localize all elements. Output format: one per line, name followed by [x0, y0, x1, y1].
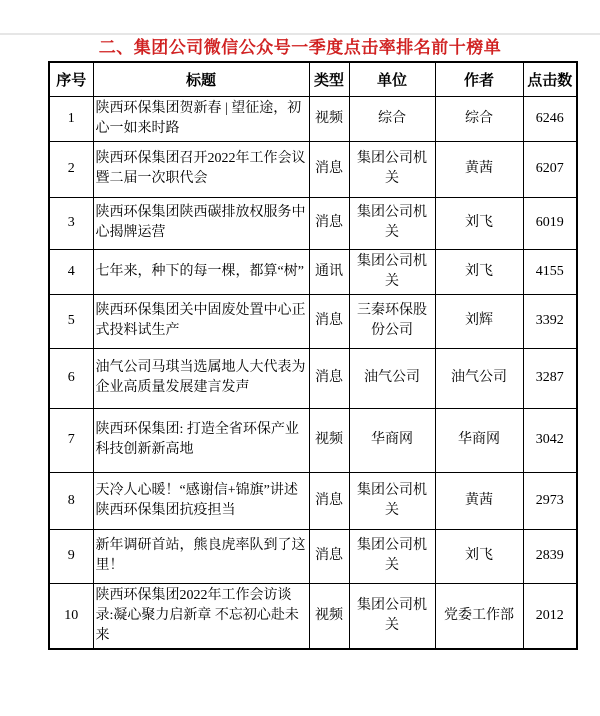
- cell-unit: 综合: [349, 96, 435, 141]
- cell-type: 视频: [309, 583, 349, 649]
- table-row: [49, 249, 577, 294]
- cell-clicks: 3287: [523, 348, 577, 408]
- cell-type: 通讯: [309, 249, 349, 294]
- table-row: [49, 197, 577, 249]
- column-header-rank: 序号: [49, 62, 93, 96]
- cell-author: 黄茜: [435, 472, 523, 529]
- column-header-type: 类型: [309, 62, 349, 96]
- cell-clicks: 2973: [523, 472, 577, 529]
- cell-type: 视频: [309, 96, 349, 141]
- cell-rank: 1: [49, 96, 93, 141]
- cell-unit: 华商网: [349, 408, 435, 472]
- cell-title: 陕西环保集团陕西碳排放权服务中心揭牌运营: [93, 197, 309, 249]
- cell-clicks: 6246: [523, 96, 577, 141]
- table-row: [49, 408, 577, 472]
- document-page: [0, 33, 600, 650]
- cell-type: 视频: [309, 408, 349, 472]
- cell-type: 消息: [309, 472, 349, 529]
- cell-clicks: 6019: [523, 197, 577, 249]
- cell-clicks: 3042: [523, 408, 577, 472]
- cell-type: 消息: [309, 348, 349, 408]
- cell-clicks: 2839: [523, 529, 577, 583]
- cell-rank: 5: [49, 294, 93, 348]
- table-row: [49, 529, 577, 583]
- table-row: [49, 141, 577, 197]
- table-row: [49, 96, 577, 141]
- table-row: [49, 348, 577, 408]
- cell-unit: 三秦环保股份公司: [349, 294, 435, 348]
- cell-clicks: 6207: [523, 141, 577, 197]
- document-title: 二、集团公司微信公众号一季度点击率排名前十榜单: [98, 38, 502, 57]
- cell-author: 刘辉: [435, 294, 523, 348]
- cell-title: 陕西环保集团贺新春 | 望征途，初心一如来时路: [93, 96, 309, 141]
- cell-title: 陕西环保集团: 打造全省环保产业科技创新新高地: [93, 408, 309, 472]
- column-header-unit: 单位: [349, 62, 435, 96]
- table-row: [49, 472, 577, 529]
- cell-rank: 7: [49, 408, 93, 472]
- page-top-edge: [0, 33, 600, 35]
- cell-type: 消息: [309, 294, 349, 348]
- table-row: [49, 583, 577, 649]
- cell-rank: 8: [49, 472, 93, 529]
- cell-type: 消息: [309, 197, 349, 249]
- column-header-title: 标题: [93, 62, 309, 96]
- cell-author: 党委工作部: [435, 583, 523, 649]
- cell-author: 刘飞: [435, 529, 523, 583]
- cell-title: 陕西环保集团关中固废处置中心正式投料试生产: [93, 294, 309, 348]
- cell-author: 刘飞: [435, 197, 523, 249]
- cell-title: 新年调研首站，熊良虎率队到了这里！: [93, 529, 309, 583]
- cell-rank: 4: [49, 249, 93, 294]
- cell-rank: 9: [49, 529, 93, 583]
- cell-unit: 集团公司机关: [349, 583, 435, 649]
- cell-type: 消息: [309, 529, 349, 583]
- cell-clicks: 2012: [523, 583, 577, 649]
- ranking-table: [48, 61, 578, 650]
- cell-unit: 油气公司: [349, 348, 435, 408]
- cell-author: 黄茜: [435, 141, 523, 197]
- cell-title: 陕西环保集团2022年工作会访谈录:凝心聚力启新章 不忘初心赴未来: [93, 583, 309, 649]
- cell-title: 陕西环保集团召开2022年工作会议暨二届一次职代会: [93, 141, 309, 197]
- cell-author: 刘飞: [435, 249, 523, 294]
- cell-rank: 2: [49, 141, 93, 197]
- table-header-row: [49, 62, 577, 96]
- table-row: [49, 294, 577, 348]
- cell-unit: 集团公司机关: [349, 141, 435, 197]
- column-header-clicks: 点击数: [523, 62, 577, 96]
- cell-author: 油气公司: [435, 348, 523, 408]
- cell-title: 七年来，种下的每一棵，都算“树”: [93, 249, 309, 294]
- cell-title: 天冷人心暖！“感谢信+锦旗”讲述陕西环保集团抗疫担当: [93, 472, 309, 529]
- cell-rank: 6: [49, 348, 93, 408]
- column-header-author: 作者: [435, 62, 523, 96]
- cell-rank: 10: [49, 583, 93, 649]
- cell-unit: 集团公司机关: [349, 249, 435, 294]
- cell-type: 消息: [309, 141, 349, 197]
- cell-author: 华商网: [435, 408, 523, 472]
- cell-title: 油气公司马琪当选属地人大代表为企业高质量发展建言发声: [93, 348, 309, 408]
- cell-unit: 集团公司机关: [349, 197, 435, 249]
- cell-unit: 集团公司机关: [349, 472, 435, 529]
- cell-clicks: 3392: [523, 294, 577, 348]
- cell-rank: 3: [49, 197, 93, 249]
- cell-unit: 集团公司机关: [349, 529, 435, 583]
- cell-author: 综合: [435, 96, 523, 141]
- cell-clicks: 4155: [523, 249, 577, 294]
